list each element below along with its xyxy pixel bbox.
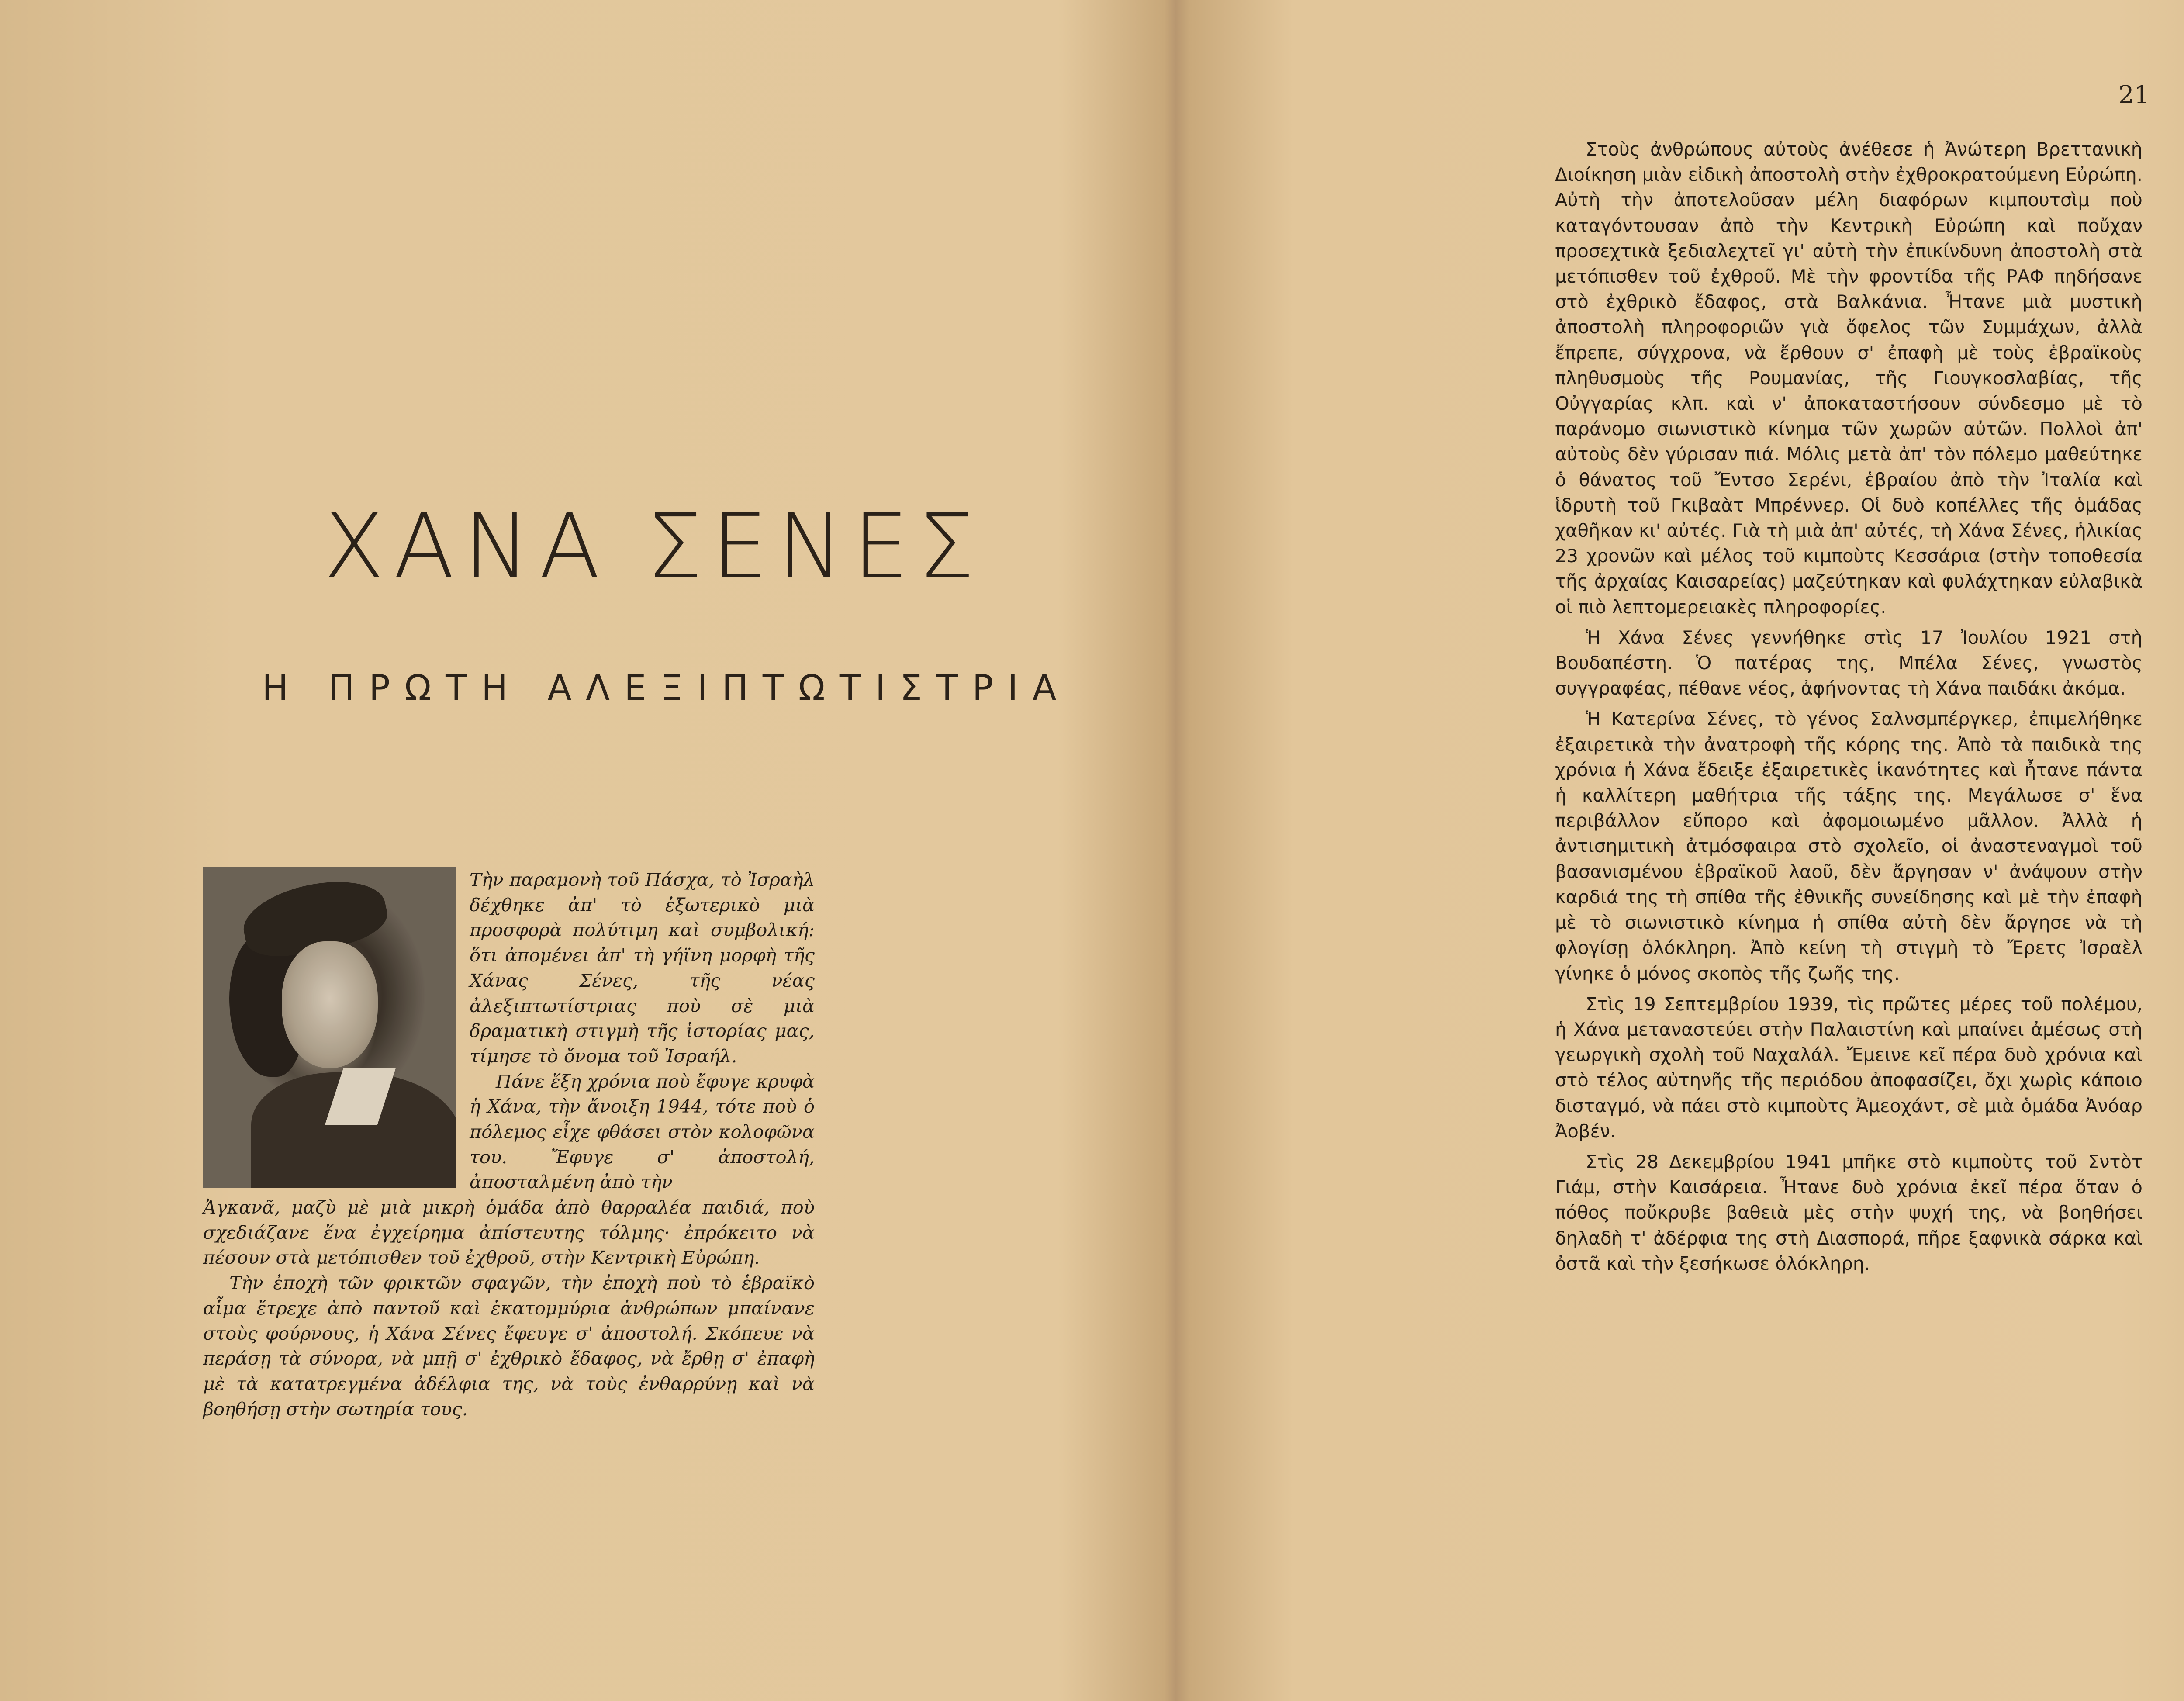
intro-paragraph: Πάνε ἕξη χρόνια ποὺ ἔφυγε κρυφὰ ἡ Χάνα, τὴν ἄνοιξη 1944, τότε ποὺ ὁ πόλεμος εἶχε φθάσει στὸν κολοφῶνα του. Ἔφυγε σ' ἀποστολή, ἀποσταλμένη ἀπὸ τὴν bbox=[470, 1070, 815, 1193]
intro-paragraph: Τὴν ἐποχὴ τῶν φρικτῶν σφαγῶν, τὴν ἐποχὴ ποὺ τὸ ἑβραϊκὸ αἷμα ἔτρεχε ἀπὸ παντοῦ καὶ ἑκατομμύρια ἀνθρώπων μπαίνανε στοὺς φούρνους, ἡ Χάνα Σένες ἔφευγε σ' ἀποστολή. Σκόπευε νὰ περάσῃ τὰ σύνορα, νὰ μπῇ σ' ἐχθρικὸ ἔδαφος, νὰ ἔρθῃ σ' ἐπαφὴ μὲ τὰ κατατρεγμένα ἀδέλφια της, νὰ τοὺς ἐνθαρρύνῃ καὶ νὰ βοηθήσῃ στὴν σωτηρία τους. bbox=[203, 1272, 815, 1420]
article-title: ΧΑΝΑ ΣΕΝΕΣ bbox=[323, 495, 983, 599]
body-paragraph: Στὶς 19 Σεπτεμβρίου 1939, τὶς πρῶτες μέρες τοῦ πολέμου, ἡ Χάνα μεταναστεύει στὴν Παλαιστίνη καὶ μπαίνει ἀμέσως στὴ γεωργικὴ σχολὴ τοῦ Ναχαλάλ. Ἔμεινε κεῖ πέρα δυὸ χρόνια καὶ στὸ τέλος αὐτηνῆς τῆς περιόδου ἀποφασίζει, ὄχι χωρὶς κάποιο δισταγμό, νὰ πάει στὸ κιμποὺτς Ἀμεοχάντ, σὲ μιὰ ὁμάδα Ἀνόαρ Ἀοβέν. bbox=[1555, 993, 2143, 1142]
body-paragraph: Ἡ Χάνα Σένες γεννήθηκε στὶς 17 Ἰουλίου 1921 στὴ Βουδαπέστη. Ὁ πατέρας της, Μπέλα Σένες, γνωστὸς συγγραφέας, πέθανε νέος, ἀφήνοντας τὴ Χάνα παιδάκι ἀκόμα. bbox=[1555, 626, 2143, 699]
photo-face-shape bbox=[282, 941, 378, 1068]
portrait-photo bbox=[203, 867, 456, 1188]
article-body bbox=[1555, 137, 2143, 1282]
body-paragraph: Στοὺς ἀνθρώπους αὐτοὺς ἀνέθεσε ἡ Ἀνώτερη Βρεττανικὴ Διοίκηση μιὰν εἰδικὴ ἀποστολὴ στὴν ἐχθροκρατούμενη Εὐρώπη. Αὐτὴ τὴν ἀποτελοῦσαν μέλη διαφόρων κιμπουτσὶμ ποὺ καταγόντουσαν ἀπὸ τὴν Κεντρικὴ Εὐρώπη καὶ ποὔχαν προσεχτικὰ ξεδιαλεχτεῖ γι' αὐτὴ τὴν ἐπικίνδυνη ἀποστολὴ στὰ μετόπισθεν τοῦ ἐχθροῦ. Μὲ τὴν φροντίδα τῆς ΡΑΦ πηδήσανε στὸ ἐχθρικὸ ἔδαφος, στὰ Βαλκάνια. Ἦτανε μιὰ μυστικὴ ἀποστολὴ πληροφοριῶν γιὰ ὄφελος τῶν Συμμάχων, ἀλλὰ ἔπρεπε, σύγχρονα, νὰ ἔρθουν σ' ἐπαφὴ μὲ τοὺς ἑβραϊκοὺς πληθυσμοὺς τῆς Ρουμανίας, τῆς Γιουγκοσλαβίας, τῆς Οὐγγαρίας κλπ. καὶ ν' ἀποκαταστήσουν σύνδεσμο μὲ τὸ παράνομο σιωνιστικὸ κίνημα τῶν χωρῶν αὐτῶν. Πολλοὶ ἀπ' αὐτοὺς δὲν γύρισαν πιά. Μόλις μετὰ ἀπ' τὸν πόλεμο μαθεύτηκε ὁ θάνατος τοῦ Ἔντσο Σερένι, ἑβραίου ἀπὸ τὴν Ἰταλία καὶ ἱδρυτὴ τοῦ Γκιβαὰτ Μπρέννερ. Οἱ δυὸ κοπέλλες τῆς ὁμάδας χαθῆκαν κι' αὐτές. Γιὰ τὴ μιὰ ἀπ' αὐτές, τὴ Χάνα Σένες, ἡλικίας 23 χρονῶν καὶ μέλος τοῦ κιμποὺτς Κεσσάρια (στὴν τοποθεσία τῆς ἀρχαίας Καισαρείας) μαζεύτηκαν καὶ φυλάχτηκαν εὐλαβικὰ οἱ πιὸ λεπτομερειακὲς πληροφορίες. bbox=[1555, 138, 2143, 618]
page-number: 21 bbox=[2118, 81, 2150, 109]
intro-below-photo bbox=[203, 1195, 815, 1421]
intro-paragraph: Ἀγκανᾶ, μαζὺ μὲ μιὰ μικρὴ ὁμάδα ἀπὸ θαρραλέα παιδιά, ποὺ σχεδιάζανε ἕνα ἐγχείρημα ἀπίστευτης τόλμης· ἐπρόκειτο νὰ πέσουν στὰ μετόπισθεν τοῦ ἐχθροῦ, στὴν Κεντρικὴ Εὐρώπη. bbox=[203, 1196, 815, 1269]
body-paragraph: Ἡ Κατερίνα Σένες, τὸ γένος Σαλνσμπέργκερ, ἐπιμελήθηκε ἐξαιρετικὰ τὴν ἀνατροφὴ τῆς κόρης της. Ἀπὸ τὰ παιδικὰ της χρόνια ἡ Χάνα ἔδειξε ἐξαιρετικὲς ἱκανότητες καὶ ἦτανε πάντα ἡ καλλίτερη μαθήτρια τῆς τάξης της. Μεγάλωσε σ' ἕνα περιβάλλον εὔπορο καὶ ἀφομοιωμένο μᾶλλον. Ἀλλὰ ἡ ἀντισημιτικὴ ἀτμόσφαιρα στὸ σχολεῖο, οἱ ἀναστεναγμοὶ τοῦ βασανισμένου ἑβραϊκοῦ λαοῦ, δὲν ἄργησαν ν' ἀνάψουν στὴν καρδιά της τὴ σπίθα τῆς ἐθνικῆς συνείδησης καὶ μὲ τὴν ἐπαφὴ μὲ τὸ σιωνιστικὸ κίνημα ἡ σπίθα αὐτὴ δὲν ἄργησε νὰ τὴ φλογίσῃ ὁλόκληρη. Ἀπὸ κείνη τὴ στιγμὴ τὸ Ἔρετς Ἰσραὲλ γίνηκε ὁ μόνος σκοπὸς τῆς ζωῆς της. bbox=[1555, 708, 2143, 984]
intro-paragraph: Τὴν παραμονὴ τοῦ Πάσχα, τὸ Ἰσραὴλ δέχθηκε ἀπ' τὸ ἐξωτερικὸ μιὰ προσφορὰ πολύτιμη καὶ συμβολική: ὅτι ἀπομένει ἀπ' τὴ γήϊνη μορφὴ τῆς Χάνας Σένες, τῆς νέας ἀλεξιπτωτίστριας ποὺ σὲ μιὰ δραματικὴ στιγμὴ τῆς ἱστορίας μας, τίμησε τὸ ὄνομα τοῦ Ἰσραήλ. bbox=[470, 869, 815, 1067]
intro-beside-photo bbox=[470, 867, 815, 1195]
body-paragraph: Στὶς 28 Δεκεμβρίου 1941 μπῆκε στὸ κιμποὺτς τοῦ Σντὸτ Γιάμ, στὴν Καισάρεια. Ἦτανε δυὸ χρόνια ἐκεῖ πέρα ὅταν ὁ πόθος ποὔκρυβε βαθειὰ μὲς στὴν ψυχή της, νὰ βοηθήσει δηλαδὴ τ' ἀδέρφια της στὴ Διασπορά, πῆρε ξαφνικὰ σάρκα καὶ ὀστᾶ καὶ τὴν ξεσήκωσε ὁλόκληρη. bbox=[1555, 1151, 2143, 1274]
article-subtitle: Η ΠΡΩΤΗ ΑΛΕΞΙΠΤΩΤΙΣΤΡΙΑ bbox=[262, 667, 1071, 708]
